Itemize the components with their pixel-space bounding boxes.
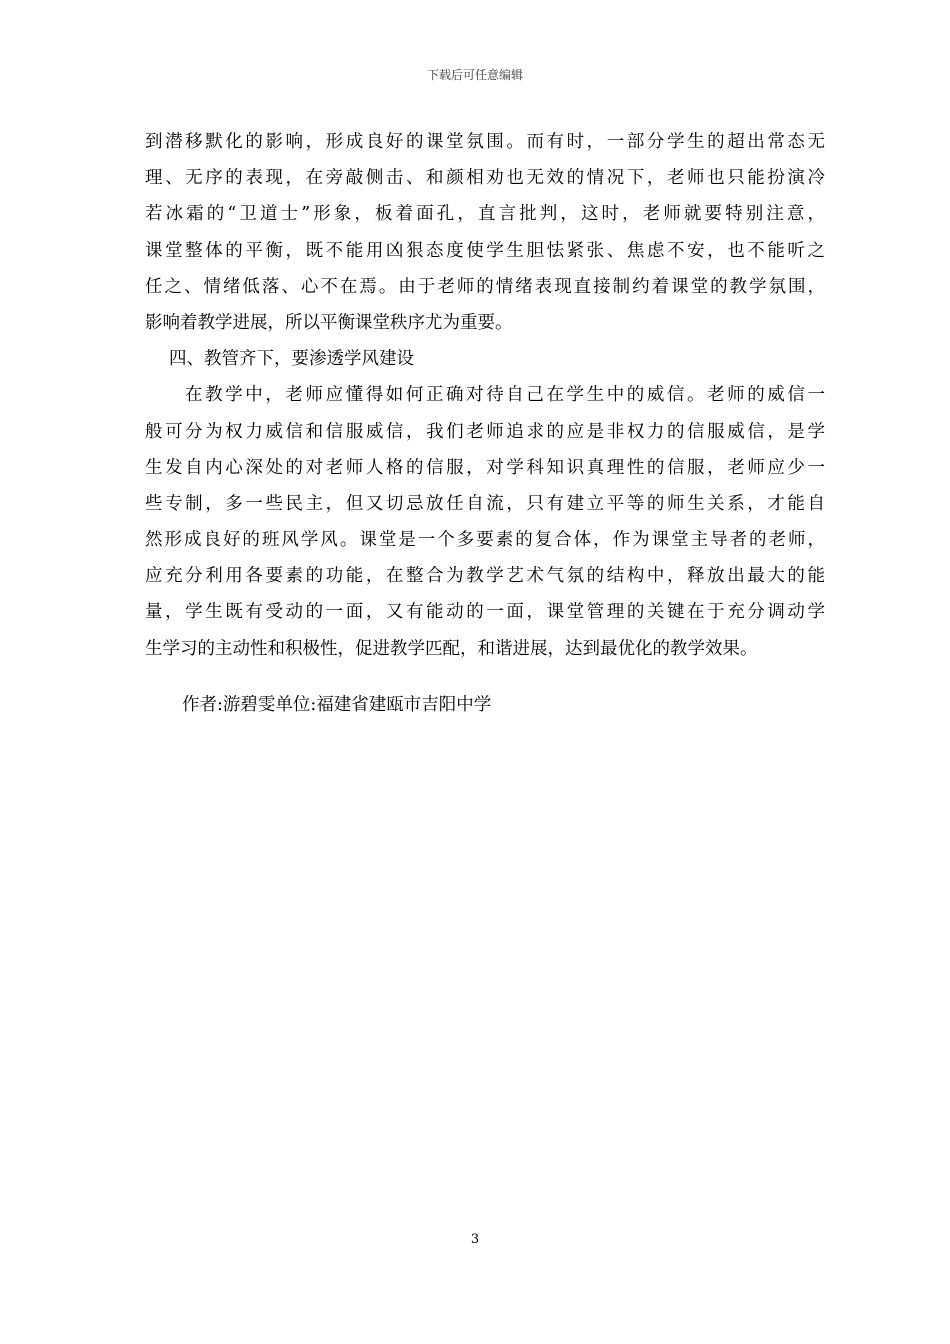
paragraph-line: 些专制，多一些民主，但又切忌放任自流，只有建立平等的师生关系，才能自 [145, 493, 825, 514]
paragraph-line: 到潜移默化的影响，形成良好的课堂氛围。而有时，一部分学生的超出常态无 [145, 132, 825, 152]
blank-spacer [145, 667, 825, 687]
page-number: 3 [470, 1232, 480, 1247]
paragraph-line: 应充分利用各要素的功能，在整合为教学艺术气氛的结构中，释放出最大的能 [145, 566, 825, 587]
page-header: 下载后可任意编辑 [426, 68, 523, 82]
paragraph-line: 若冰霜的“卫道士”形象，板着面孔，直言批判，这时，老师就要特别注意， [145, 204, 825, 225]
document-body [145, 124, 825, 723]
paragraph-line: 在教学中，老师应懂得如何正确对待自己在学生中的威信。老师的威信一 [185, 385, 825, 406]
paragraph-continuation [145, 124, 825, 341]
author-affiliation: 作者:游碧雯单位:福建省建瓯市吉阳中学 [182, 694, 492, 715]
paragraph-line: 然形成良好的班风学风。课堂是一个多要素的复合体，作为课堂主导者的老师， [145, 530, 825, 551]
paragraph-line: 课堂整体的平衡，既不能用凶狠态度使学生胆怯紧张、焦虑不安，也不能听之 [145, 240, 825, 261]
paragraph-line: 生学习的主动性和积极性，促进教学匹配，和谐进展，达到最优化的教学效果。 [145, 638, 758, 659]
paragraph-line: 生发自内心深处的对老师人格的信服，对学科知识真理性的信服，老师应少一 [145, 457, 825, 478]
paragraph-line: 般可分为权力威信和信服威信，我们老师追求的应是非权力的信服威信，是学 [145, 421, 825, 442]
section-heading: 四、教管齐下，要渗透学风建设 [169, 349, 414, 370]
paragraph-line: 理、无序的表现，在旁敲侧击、和颜相劝也无效的情况下，老师也只能扮演冷 [145, 168, 825, 189]
paragraph-teaching-authority [145, 377, 825, 667]
paragraph-line: 任之、情绪低落、心不在焉。由于老师的情绪表现直接制约着课堂的教学氛围， [145, 276, 825, 297]
paragraph-line: 量，学生既有受动的一面，又有能动的一面，课堂管理的关键在于充分调动学 [145, 602, 825, 623]
paragraph-line: 影响着教学进展，所以平衡课堂秩序尤为重要。 [145, 312, 513, 333]
